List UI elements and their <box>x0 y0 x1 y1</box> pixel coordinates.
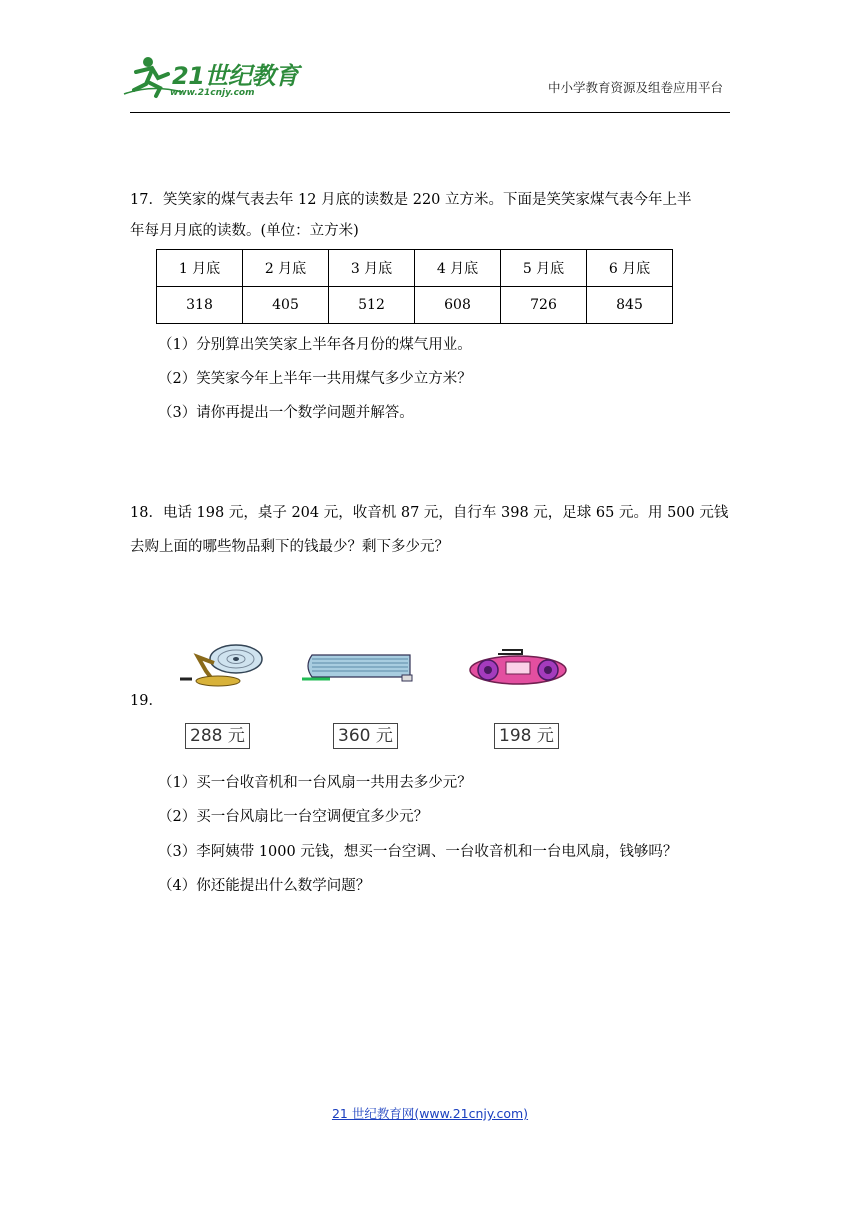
q18-line2: 去购上面的哪些物品剩下的钱最少？剩下多少元？ <box>130 539 449 555</box>
q19-sub1: （1）买一台收音机和一台风扇一共用去多少元？ <box>158 775 472 791</box>
q17-sub1: （1）分别算出笑笑家上半年各月份的煤气用业。 <box>158 337 472 353</box>
table-header-cell: 4 月底 <box>415 250 501 287</box>
q17-line1: 17．笑笑家的煤气表去年 12 月底的读数是 220 立方米。下面是笑笑家煤气表今年上半 <box>130 192 692 208</box>
table-header-cell: 6 月底 <box>587 250 673 287</box>
table-row <box>157 287 673 324</box>
q19-sub2: （2）买一台风扇比一台空调便宜多少元？ <box>158 809 429 825</box>
logo-text: 21世纪教育 <box>172 62 299 90</box>
air-conditioner-icon <box>302 653 414 683</box>
table-header-row <box>157 250 673 287</box>
table-header-cell: 2 月底 <box>243 250 329 287</box>
table-cell: 845 <box>587 287 673 324</box>
table-header-cell: 1 月底 <box>157 250 243 287</box>
logo-url: www.21cnjy.com <box>170 88 255 98</box>
platform-label: 中小学教育资源及组卷应用平台 <box>548 80 724 95</box>
q17-line2: 年每月月底的读数。(单位：立方米) <box>130 223 359 239</box>
table-header-cell: 5 月底 <box>501 250 587 287</box>
gas-meter-table <box>156 249 673 324</box>
header-divider <box>130 112 730 113</box>
q19-sub3: （3）李阿姨带 1000 元钱，想买一台空调、一台收音机和一台电风扇，钱够吗？ <box>158 844 678 860</box>
q17-sub2: （2）笑笑家今年上半年一共用煤气多少立方米？ <box>158 371 472 387</box>
radio-price: 198 元 <box>494 723 559 749</box>
table-cell: 318 <box>157 287 243 324</box>
fan-icon <box>176 641 268 687</box>
footer-link[interactable]: 21 世纪教育网(www.21cnjy.com) <box>331 1106 529 1121</box>
q19-sub4: （4）你还能提出什么数学问题？ <box>158 878 371 894</box>
table-cell: 726 <box>501 287 587 324</box>
table-cell: 405 <box>243 287 329 324</box>
q18-line1: 18．电话 198 元，桌子 204 元，收音机 87 元，自行车 398 元，足球 65 元。用 500 元钱 <box>130 505 729 521</box>
q17-sub3: （3）请你再提出一个数学问题并解答。 <box>158 405 414 421</box>
fan-price: 288 元 <box>185 723 250 749</box>
air-conditioner-price: 360 元 <box>333 723 398 749</box>
q19-number: 19． <box>130 693 163 709</box>
table-header-cell: 3 月底 <box>329 250 415 287</box>
table-cell: 512 <box>329 287 415 324</box>
radio-icon <box>468 648 568 686</box>
table-cell: 608 <box>415 287 501 324</box>
